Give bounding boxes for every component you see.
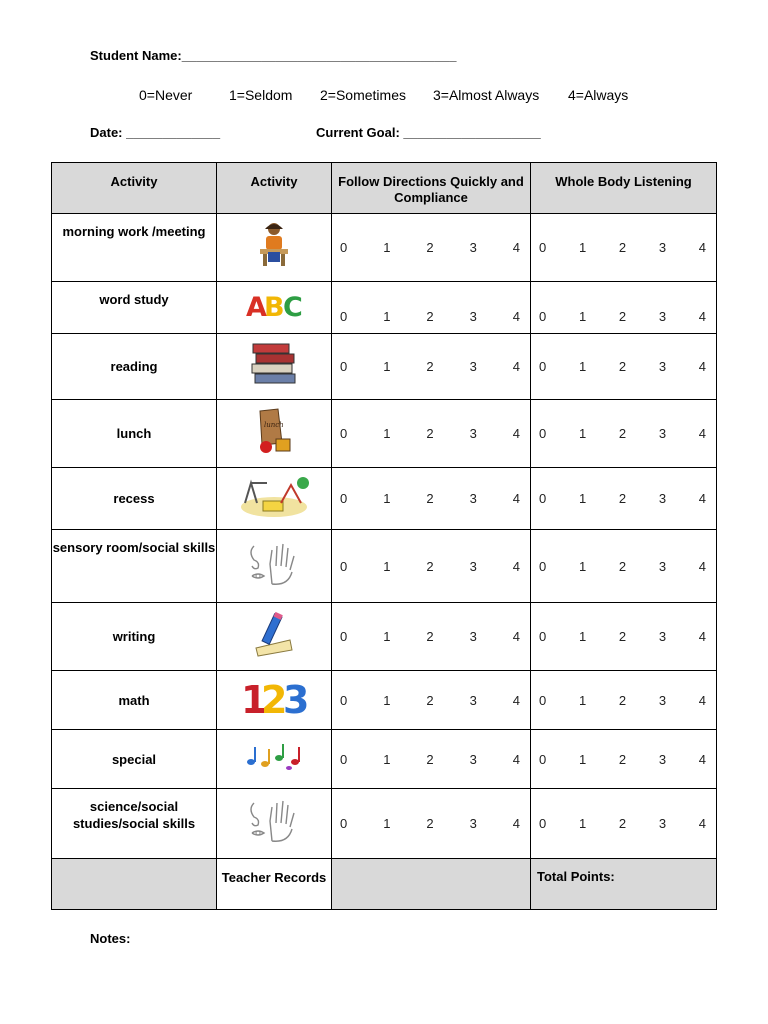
- score-option[interactable]: 0: [539, 816, 547, 831]
- follow-directions-score-cell: [332, 400, 531, 468]
- score-option[interactable]: 3: [658, 629, 667, 644]
- score-option[interactable]: 4: [512, 751, 520, 767]
- score-option[interactable]: 4: [512, 426, 520, 441]
- score-option[interactable]: 4: [512, 558, 520, 574]
- teacher-records-cell: [217, 859, 332, 910]
- score-option[interactable]: 0: [539, 426, 547, 441]
- whole-body-listening-score-cell: [531, 530, 717, 603]
- svg-text:1: 1: [241, 678, 268, 717]
- score-option[interactable]: 3: [469, 309, 477, 324]
- whole-body-listening-score-cell: [531, 603, 717, 671]
- score-option[interactable]: 3: [658, 751, 667, 767]
- score-option[interactable]: 2: [426, 359, 434, 374]
- table-row: [52, 671, 717, 730]
- score-option[interactable]: 4: [698, 816, 706, 831]
- score-option[interactable]: 0: [340, 629, 348, 644]
- activity-label: reading: [52, 334, 217, 400]
- score-option[interactable]: 2: [618, 692, 627, 708]
- follow-directions-score-cell: [332, 671, 531, 730]
- table-row: [52, 730, 717, 789]
- whole-body-listening-score-cell: [531, 730, 717, 789]
- score-option[interactable]: 2: [618, 240, 627, 255]
- svg-text:A: A: [246, 292, 267, 320]
- activity-label: sensory room/social skills: [52, 530, 217, 603]
- score-option[interactable]: 3: [658, 692, 667, 708]
- table-footer-row: [52, 859, 717, 910]
- score-option[interactable]: 0: [340, 491, 348, 506]
- score-option[interactable]: 1: [383, 816, 391, 831]
- score-option[interactable]: 1: [383, 359, 391, 374]
- header-activity-1: Activity: [52, 163, 217, 214]
- follow-directions-score-cell: [332, 282, 531, 334]
- scale-item-3: 3=Almost Always: [433, 87, 540, 103]
- pencil-paper-icon: [252, 645, 296, 662]
- score-option[interactable]: 4: [512, 816, 520, 831]
- score-option[interactable]: 0: [539, 558, 547, 574]
- score-option[interactable]: 4: [698, 692, 706, 708]
- table-row: [52, 214, 717, 282]
- activity-label: word study: [52, 282, 217, 334]
- score-option[interactable]: 2: [426, 558, 434, 574]
- activity-label: recess: [52, 468, 217, 530]
- svg-text:lunch: lunch: [264, 421, 284, 429]
- score-option[interactable]: 4: [698, 751, 706, 767]
- activity-icon-cell: [217, 214, 332, 282]
- score-option[interactable]: 1: [578, 359, 587, 374]
- student-name-field: Student Name:______________________________________: [90, 48, 457, 63]
- score-option[interactable]: 3: [469, 692, 477, 708]
- follow-directions-score-cell: [332, 530, 531, 603]
- score-option[interactable]: 3: [658, 359, 667, 374]
- score-option[interactable]: 0: [340, 751, 348, 767]
- score-option[interactable]: 1: [383, 491, 391, 506]
- whole-body-listening-score-cell: [531, 214, 717, 282]
- activity-icon-cell: [217, 789, 332, 859]
- score-option[interactable]: 1: [578, 491, 587, 506]
- score-option[interactable]: 3: [469, 240, 477, 255]
- score-option[interactable]: 2: [618, 426, 627, 441]
- whole-body-listening-score-cell: [531, 671, 717, 730]
- score-option[interactable]: 4: [698, 629, 706, 644]
- score-option[interactable]: 2: [426, 240, 434, 255]
- svg-text:3: 3: [283, 678, 307, 717]
- header-activity-2: Activity: [217, 163, 332, 214]
- score-option[interactable]: 0: [340, 692, 348, 708]
- ear-hand-icon: [246, 575, 302, 592]
- score-option[interactable]: 1: [578, 558, 587, 574]
- activity-icon-cell: [217, 400, 332, 468]
- score-option[interactable]: 2: [426, 816, 434, 831]
- score-option[interactable]: 2: [618, 359, 627, 374]
- activity-label: math: [52, 671, 217, 730]
- whole-body-listening-score-cell: [531, 334, 717, 400]
- score-option[interactable]: 4: [698, 558, 706, 574]
- header-follow-directions: Follow Directions Quickly and Compliance: [332, 163, 531, 214]
- score-option[interactable]: 4: [512, 309, 520, 324]
- notes-label: Notes:: [90, 931, 131, 946]
- score-option[interactable]: 0: [539, 692, 547, 708]
- score-option[interactable]: 3: [469, 426, 477, 441]
- score-option[interactable]: 1: [383, 426, 391, 441]
- activity-icon-cell: [217, 468, 332, 530]
- score-option[interactable]: 2: [426, 491, 434, 506]
- table-header-row: [52, 163, 717, 214]
- date-field: Date: _____________: [90, 125, 221, 140]
- table-row: [52, 530, 717, 603]
- score-option[interactable]: 0: [539, 491, 547, 506]
- score-option[interactable]: 2: [618, 491, 627, 506]
- scale-item-4: 4=Always: [568, 87, 629, 103]
- svg-text:C: C: [283, 292, 303, 320]
- score-option[interactable]: 3: [469, 558, 477, 574]
- score-option[interactable]: 2: [618, 558, 627, 574]
- table-row: [52, 789, 717, 859]
- score-option[interactable]: 0: [340, 359, 348, 374]
- table-row: [52, 334, 717, 400]
- score-option[interactable]: 3: [469, 359, 477, 374]
- score-option[interactable]: 4: [698, 359, 706, 374]
- activity-icon-cell: [217, 334, 332, 400]
- score-option[interactable]: 2: [618, 629, 627, 644]
- scale-item-2: 2=Sometimes: [320, 87, 406, 103]
- score-option[interactable]: 1: [383, 309, 391, 324]
- follow-directions-score-cell: [332, 214, 531, 282]
- score-option[interactable]: 0: [340, 309, 348, 324]
- score-option[interactable]: 4: [512, 629, 520, 644]
- score-option[interactable]: 1: [578, 309, 587, 324]
- activity-icon-cell: [217, 530, 332, 603]
- score-option[interactable]: 2: [426, 309, 434, 324]
- activity-icon-cell: [217, 603, 332, 671]
- teacher-records-label: Teacher Records: [221, 870, 327, 885]
- follow-directions-score-cell: [332, 468, 531, 530]
- score-option[interactable]: 0: [539, 629, 547, 644]
- score-option[interactable]: 2: [618, 816, 627, 831]
- activity-icon-cell: [217, 282, 332, 334]
- score-option[interactable]: 4: [512, 359, 520, 374]
- ear-hand-icon: [246, 832, 302, 849]
- whole-body-listening-score-cell: [531, 789, 717, 859]
- score-option[interactable]: 3: [469, 751, 477, 767]
- score-option[interactable]: 1: [578, 692, 587, 708]
- book-stack-icon: [249, 375, 299, 392]
- whole-body-listening-score-cell: [531, 400, 717, 468]
- score-option[interactable]: 2: [426, 751, 434, 767]
- score-option[interactable]: 4: [698, 309, 706, 324]
- activity-icon-cell: [217, 730, 332, 789]
- activity-label: writing: [52, 603, 217, 671]
- score-option[interactable]: 0: [340, 816, 348, 831]
- current-goal-field: Current Goal: ___________________: [316, 125, 541, 140]
- score-option[interactable]: 1: [578, 426, 587, 441]
- activity-label: special: [52, 730, 217, 789]
- score-option[interactable]: 2: [618, 751, 627, 767]
- footer-score-cell: [332, 859, 531, 910]
- score-option[interactable]: 3: [658, 426, 667, 441]
- score-option[interactable]: 1: [383, 692, 391, 708]
- total-points-label: Total Points:: [537, 869, 615, 884]
- score-option[interactable]: 3: [658, 491, 667, 506]
- playground-icon: [239, 506, 309, 523]
- score-option[interactable]: 4: [512, 491, 520, 506]
- score-option[interactable]: 1: [383, 751, 391, 767]
- score-option[interactable]: 1: [578, 816, 587, 831]
- score-option[interactable]: 4: [698, 491, 706, 506]
- svg-text:2: 2: [261, 678, 288, 717]
- activity-label: morning work /meeting: [52, 214, 217, 282]
- score-option[interactable]: 0: [340, 558, 348, 574]
- follow-directions-score-cell: [332, 334, 531, 400]
- score-option[interactable]: 3: [658, 240, 667, 255]
- table-row: [52, 603, 717, 671]
- table-row: [52, 468, 717, 530]
- header-whole-body-listening: Whole Body Listening: [531, 163, 717, 214]
- score-option[interactable]: 4: [512, 692, 520, 708]
- score-option[interactable]: 0: [539, 240, 547, 255]
- score-option[interactable]: 2: [426, 426, 434, 441]
- svg-text:B: B: [264, 292, 285, 320]
- score-option[interactable]: 1: [578, 240, 587, 255]
- follow-directions-score-cell: [332, 603, 531, 671]
- activity-icon-cell: [217, 671, 332, 730]
- follow-directions-score-cell: [332, 730, 531, 789]
- score-option[interactable]: 4: [698, 240, 706, 255]
- score-option[interactable]: 1: [383, 240, 391, 255]
- score-option[interactable]: 3: [469, 816, 477, 831]
- score-option[interactable]: 4: [698, 426, 706, 441]
- activity-label: science/social studies/social skills: [52, 789, 217, 859]
- score-option[interactable]: 0: [539, 309, 547, 324]
- score-option[interactable]: 3: [469, 629, 477, 644]
- score-option[interactable]: 1: [578, 629, 587, 644]
- table-row: [52, 400, 717, 468]
- scale-item-0: 0=Never: [139, 87, 193, 103]
- score-option[interactable]: 0: [539, 359, 547, 374]
- score-option[interactable]: 3: [658, 309, 667, 324]
- score-option[interactable]: 2: [618, 309, 627, 324]
- student-at-desk-icon: [257, 256, 291, 273]
- score-option[interactable]: 1: [578, 751, 587, 767]
- activity-label: lunch: [52, 400, 217, 468]
- numbers-123-icon: [241, 678, 307, 721]
- total-points-cell: [531, 859, 717, 910]
- whole-body-listening-score-cell: [531, 282, 717, 334]
- score-option[interactable]: 0: [340, 240, 348, 255]
- score-option[interactable]: 3: [658, 816, 667, 831]
- score-option[interactable]: 3: [469, 491, 477, 506]
- abc-blocks-icon: [245, 292, 303, 324]
- score-option[interactable]: 1: [383, 629, 391, 644]
- score-option[interactable]: 3: [658, 558, 667, 574]
- score-option[interactable]: 4: [512, 240, 520, 255]
- lunch-bag-icon: [254, 421, 294, 459]
- score-option[interactable]: 1: [383, 558, 391, 574]
- scale-item-1: 1=Seldom: [229, 87, 293, 103]
- score-option[interactable]: 0: [340, 426, 348, 441]
- follow-directions-score-cell: [332, 789, 531, 859]
- table-row: [52, 282, 717, 334]
- footer-empty-cell: [52, 859, 217, 910]
- score-option[interactable]: 0: [539, 751, 547, 767]
- music-notes-icon: [243, 759, 305, 776]
- score-option[interactable]: 2: [426, 629, 434, 644]
- whole-body-listening-score-cell: [531, 468, 717, 530]
- behavior-chart-table: [51, 162, 717, 910]
- score-option[interactable]: 2: [426, 692, 434, 708]
